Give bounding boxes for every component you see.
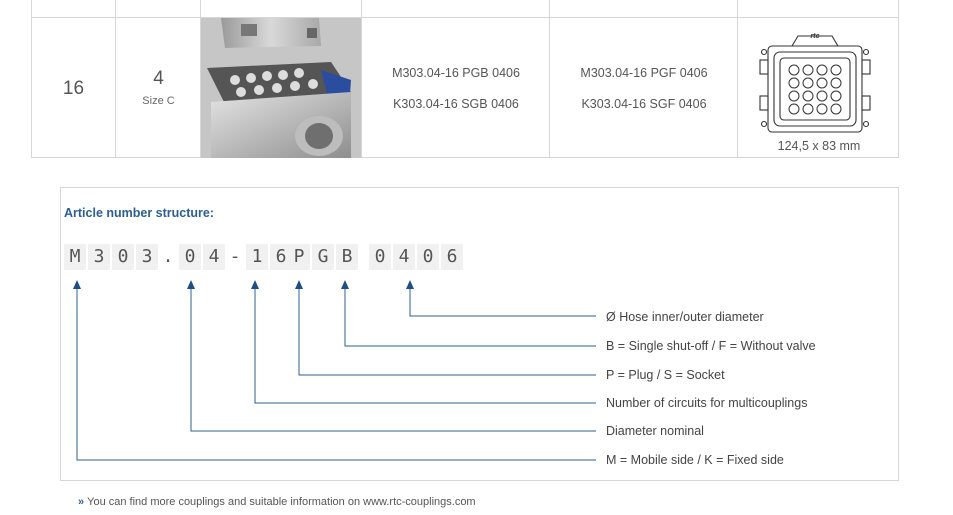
footer-text[interactable]: You can find more couplings and suitable information on www.rtc-couplings.com (87, 496, 476, 508)
socket-code-2: K303.04-16 SGF 0406 (581, 97, 707, 111)
size-label: Size C (142, 95, 175, 107)
arrow-head-icon (406, 280, 414, 289)
plug-code-2: K303.04-16 SGB 0406 (393, 97, 519, 111)
arrow-head-icon (187, 280, 195, 289)
digit-box: 6 (270, 244, 292, 270)
size-number: 4 (153, 68, 164, 89)
arrow-line-diameter (410, 288, 596, 316)
digit-separator: . (162, 246, 174, 267)
digit-box: 4 (393, 244, 415, 270)
digit-box: 0 (369, 244, 391, 270)
digit-box: 0 (417, 244, 439, 270)
digit-box: 6 (441, 244, 463, 270)
socket-code-1: M303.04-16 PGF 0406 (580, 66, 708, 80)
legend-plug-socket: P = Plug / S = Socket (606, 368, 725, 382)
digit-box: 0 (112, 244, 134, 270)
digit-box: 0 (179, 244, 201, 270)
arrow-line-plug (299, 288, 596, 375)
legend-circuits: Number of circuits for multicouplings (606, 396, 808, 410)
legend-diameter-nominal: Diameter nominal (606, 424, 704, 438)
structure-title: Article number structure: (64, 206, 215, 220)
dimensions-label: 124,5 x 83 mm (777, 139, 861, 153)
circuits-cell: 16 (62, 78, 85, 99)
legend-diameter: Ø Hose inner/outer diameter (606, 310, 764, 324)
digit-box: 3 (88, 244, 110, 270)
digit-box: B (336, 244, 358, 270)
legend-valve: B = Single shut-off / F = Without valve (606, 339, 816, 353)
digit-box: 1 (246, 244, 268, 270)
legend-side: M = Mobile side / K = Fixed side (606, 453, 784, 467)
arrow-head-icon (295, 280, 303, 289)
arrow-head-icon (251, 280, 259, 289)
arrow-head-icon (341, 280, 349, 289)
digit-box: 3 (136, 244, 158, 270)
digit-separator: - (229, 246, 241, 267)
digit-box: 4 (203, 244, 225, 270)
drawing-logo: rtc (810, 33, 820, 40)
digit-box: P (288, 244, 310, 270)
arrow-line-valve (345, 288, 596, 346)
arrow-head-icon (73, 280, 81, 289)
digit-box: G (312, 244, 334, 270)
arrow-line-side (77, 288, 596, 460)
arrow-line-nominal (191, 288, 596, 431)
double-chevron-icon: » (78, 496, 85, 508)
digit-box: M (64, 244, 86, 270)
plug-code-1: M303.04-16 PGB 0406 (392, 66, 520, 80)
footer-note (78, 496, 476, 508)
